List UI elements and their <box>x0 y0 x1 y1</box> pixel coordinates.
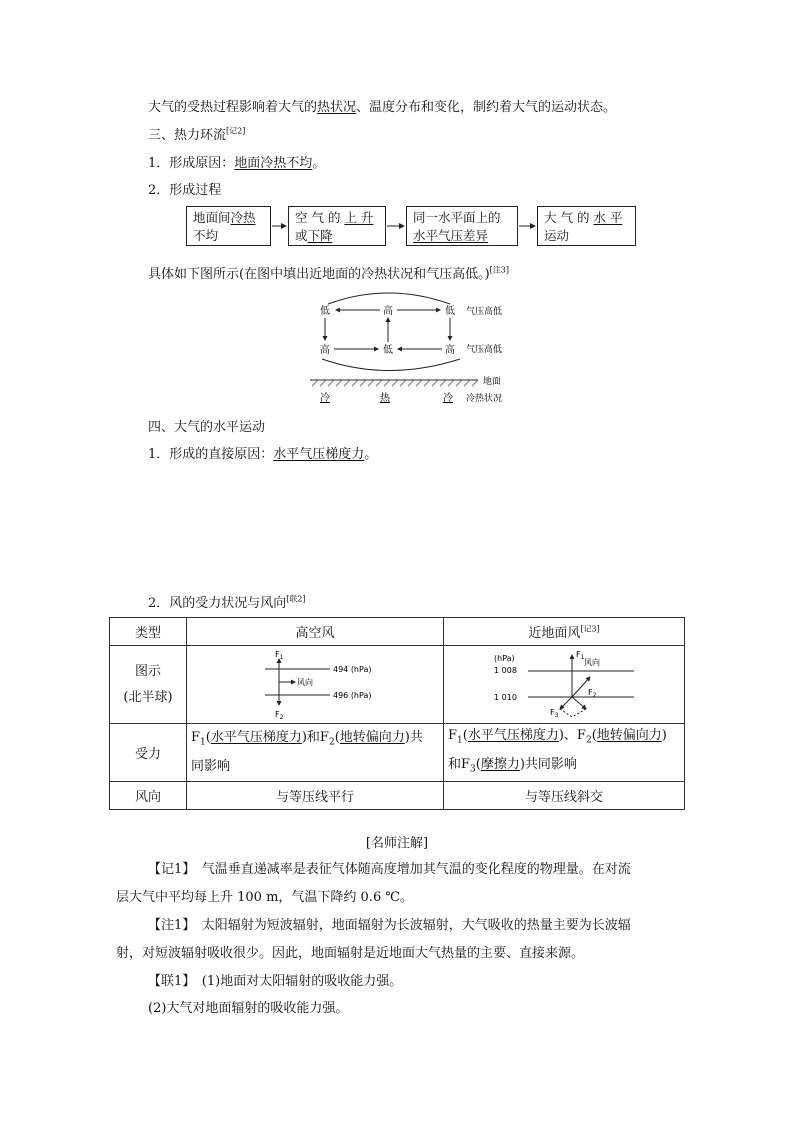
force-f1-label: $F_1$ <box>275 649 284 661</box>
t: )和F <box>301 730 329 746</box>
t: 2 <box>328 737 335 748</box>
table-row <box>110 646 685 724</box>
item-label: 2．风的受力状况与风向 <box>148 596 287 611</box>
note-ref: [记2] <box>226 126 246 136</box>
blank: 地转偏向力 <box>596 728 662 743</box>
flow-blank: 上 升 <box>344 210 374 225</box>
force-f2-label: $F_2$ <box>275 709 284 719</box>
section4-item2 <box>148 592 306 611</box>
note-ref: [注3] <box>489 265 509 275</box>
temp-label: 冷 <box>320 393 330 404</box>
table-row <box>110 724 685 782</box>
pressure-label: 高 <box>383 306 393 317</box>
table-header: 高空风 <box>187 618 444 646</box>
force-f2-label: $F_2$ <box>588 687 597 699</box>
dashed-guide <box>560 709 572 717</box>
blank: 摩擦力 <box>480 756 520 772</box>
isobar-label: 1 010 <box>494 692 517 702</box>
dashed-guide <box>572 709 586 717</box>
force-f3-label: $F_3$ <box>550 707 559 719</box>
note-tag: 【记1】 <box>148 862 189 877</box>
isobar-label: 1 008 <box>494 665 517 675</box>
note-lian1-line1 <box>148 970 402 989</box>
table-header: 类型 <box>110 618 187 646</box>
high-altitude-wind-diagram <box>235 647 395 719</box>
item-end: 。 <box>312 156 326 171</box>
pressure-label: 低 <box>320 306 330 317</box>
note-ref: [记3] <box>580 624 600 634</box>
item-blank: 水平气压梯度力 <box>273 447 365 462</box>
table-cell <box>187 646 444 724</box>
t: F <box>191 730 201 746</box>
pressure-label: 高 <box>320 345 330 356</box>
note-ref: [联2] <box>286 594 306 604</box>
note-ji1-line2: 层大气中平均每上升 100 m，气温下降约 0.6 ℃。 <box>116 890 413 905</box>
t: 和F <box>448 756 471 772</box>
t: 3 <box>470 764 476 775</box>
flow-box-line2: 不均 <box>193 228 219 243</box>
blank: 水平气压梯度力 <box>467 728 559 743</box>
flow-blank: 下降 <box>307 228 333 243</box>
unit-label: (hPa) <box>494 653 515 663</box>
intro-line <box>148 96 616 115</box>
cell-line: 同影响 <box>191 758 231 774</box>
row-label: 冷热状况 <box>466 394 503 404</box>
table-cell <box>110 646 187 724</box>
flow-box-line <box>193 209 264 227</box>
row-label: 气压高低 <box>466 345 503 355</box>
t: ( <box>475 756 481 772</box>
note-tag: 【联1】 <box>148 974 189 989</box>
section4-heading: 四、大气的水平运动 <box>148 420 266 435</box>
pressure-label: 高 <box>445 345 455 356</box>
section3-item2: 2．形成过程 <box>148 183 222 198</box>
t: ( <box>205 730 211 746</box>
note-text: 太阳辐射为短波辐射，地面辐射为长波辐射，大气吸收的热量主要为长波辐 <box>188 918 631 933</box>
note-tag: 【注1】 <box>148 918 189 933</box>
item-label: 1．形成的直接原因： <box>148 447 274 462</box>
t: 2 <box>585 735 592 746</box>
flow-box-line2: 运动 <box>544 228 570 243</box>
section3-item1 <box>148 152 325 171</box>
blank: 水平气压梯度力 <box>210 730 302 746</box>
pressure-label: 低 <box>383 345 393 356</box>
diagram-caption <box>148 263 509 282</box>
table-header <box>444 618 685 646</box>
flow-text: 空 气 的 <box>295 210 345 225</box>
wind-label: 风向 <box>584 657 600 667</box>
cell-line <box>448 724 680 753</box>
section4-item1 <box>148 443 377 462</box>
note-lian1-line2: (2)大气对地面辐射的吸收能力强。 <box>148 1001 349 1016</box>
table-row <box>110 782 685 810</box>
flow-blank: 水 平 <box>593 210 623 225</box>
cell-line <box>191 726 439 755</box>
flow-blank: 冷热 <box>230 210 256 225</box>
temp-label: 热 <box>380 393 390 404</box>
top-arc <box>328 293 450 304</box>
isobar-label: 494 (hPa) <box>333 664 372 674</box>
t: 1 <box>200 737 206 748</box>
flow-text: 大 气 的 <box>544 210 594 225</box>
table-cell: 受力 <box>110 724 187 782</box>
flow-box-line: 同一水平面上的 <box>413 210 501 225</box>
t: ( <box>462 728 468 743</box>
table-cell: 与等压线平行 <box>187 782 444 810</box>
cell-line <box>448 753 680 782</box>
bottom-arc <box>322 359 460 371</box>
table-cell <box>187 724 444 782</box>
wind-label: 风向 <box>297 677 313 687</box>
t: 1 <box>457 735 463 746</box>
flow-blank: 水平气压差异 <box>413 228 489 243</box>
note-zhu1-line1 <box>148 914 631 933</box>
t: ) <box>661 728 667 743</box>
ground-label: 地面 <box>483 377 502 387</box>
isobar-label: 496 (hPa) <box>333 690 372 700</box>
t: )共 <box>404 730 423 746</box>
blank: 地转偏向力 <box>339 730 405 746</box>
force-f1-label: $F_1$ <box>576 649 585 661</box>
heat-circulation-diagram <box>300 286 530 410</box>
row-label: 气压高低 <box>466 307 503 317</box>
flow-text: 或 <box>295 228 308 243</box>
arrow-f3-icon <box>560 697 572 709</box>
table-cell: 风向 <box>110 782 187 810</box>
intro-text-end: 、温度分布和变化，制约着大气的运动状态。 <box>356 100 617 115</box>
header-text: 近地面风 <box>528 626 581 641</box>
intro-text: 大气的受热过程影响着大气的 <box>148 100 318 115</box>
section3-heading <box>148 124 245 143</box>
arrow-f2-icon <box>572 697 586 709</box>
item-end: 。 <box>364 447 378 462</box>
note-text: (1)地面对太阳辐射的吸收能力强。 <box>188 974 403 989</box>
item-label: 1．形成原因： <box>148 156 235 171</box>
t: )、F <box>558 728 586 743</box>
table-row <box>110 618 685 646</box>
note-ji1-line1 <box>148 858 631 877</box>
item-blank: 地面冷热不均 <box>234 156 313 171</box>
table-cell: 与等压线斜交 <box>444 782 685 810</box>
table-cell <box>444 646 685 724</box>
note-zhu1-line2: 射，对短波辐射吸收很少。因此，地面辐射是近地面大气热量的主要、直接来源。 <box>116 946 585 961</box>
temp-label: 冷 <box>443 393 453 404</box>
t: ( <box>591 728 597 743</box>
caption-text: 具体如下图所示(在图中填出近地面的冷热状况和气压高低。) <box>148 267 490 282</box>
notes-title: [名师注解] <box>365 836 429 851</box>
table-cell <box>444 724 685 782</box>
flow-arrows <box>270 220 640 232</box>
section3-heading-text: 三、热力环流 <box>148 128 227 143</box>
intro-blank: 热状况 <box>317 100 357 115</box>
pressure-label: 低 <box>445 306 455 317</box>
t: ( <box>334 730 340 746</box>
flow-box-1 <box>186 206 271 246</box>
t: )共同影响 <box>519 756 577 772</box>
flow-text: 地面间 <box>193 210 231 225</box>
cell-line: 图示 <box>134 663 161 679</box>
ground-hatch <box>312 380 478 386</box>
cell-line: (北半球) <box>123 689 173 705</box>
surface-wind-diagram <box>484 647 644 719</box>
t: F <box>448 728 458 743</box>
wind-force-table <box>109 617 685 810</box>
note-text: 气温垂直递减率是表征气体随高度增加其气温的变化程度的物理量。在对流 <box>188 862 631 877</box>
